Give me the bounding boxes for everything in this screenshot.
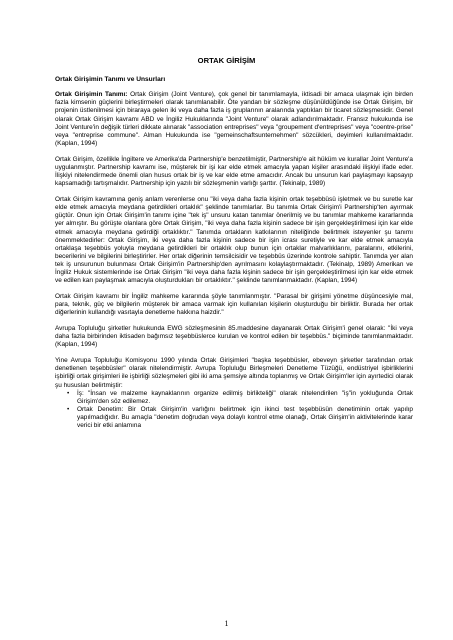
definition-text: Ortak Girişim (Joint Venture), çok genel bir tanımlamayla, iktisadi bir amaca ulaşmak için birden fazla kimsenin güçlerini birleştirmeleri olarak tanımlanabilir. Öte yandan bir sözleşme düşünüldüğünde ise Ortak Girişim, bir projenin üstlenilmesi için biraraya gelen iki veya daha fazla iş gruplarının aralarında yaptıkları bir ticaret sözleşmesidir. Genel olarak Ortak Girişim kavramı ABD ve İngiliz Hukuklarında "Joint Venture" olarak adlandırılmaktadır. Fransız hukukunda ise Joint Venture'in değişik türleri dikkate alınarak "association entreprises" veya "groupement d'entreprises" veya "coentre-prise" veya "entreprise commune". Alman Hukukunda ise "gemeinschaftsunternehmen" sözcükleri, deyimleri kullanılmaktadır. (Kaplan, 1994) bbox=[55, 91, 413, 148]
document-body bbox=[55, 76, 413, 430]
criteria-list bbox=[55, 390, 413, 431]
paragraph-definition bbox=[55, 91, 413, 148]
paragraph-eu-law: Avrupa Topluluğu şirketler hukukunda EWG sözleşmesinin 85.maddesine dayanarak Ortak Girişim'i genel olarak: "İki veya daha fazla birbirinden iktisaden bağımsız teşebbüslerce kurulan ve kontrol edilen bir teşebbüs." biçiminde tanımlanmaktadır. (Kaplan, 1994) bbox=[55, 325, 413, 349]
paragraph-english-court: Ortak Girişim kavramı bir İngiliz mahkeme kararında şöyle tanımlanmıştır. "Parasal bir girişimi yönetme düşüncesiyle mal, para, teknik, güç ve bilgilerin müşterek bir amaca varmak için kullanılan kişilerin oluşturduğu bir birliktir. Burada her ortak diğerlerinin kullandığı vasıtayla denetleme hakkına haizdir." bbox=[55, 293, 413, 317]
document-title: ORTAK GİRİŞİM bbox=[197, 56, 256, 65]
page-number: 1 bbox=[224, 619, 229, 628]
list-item: • Ortak Denetim: Bir Ortak Girişim'in varlığını belirtmek için ikinci test teşebbüsün denetiminin ortak yapılıp yapılmadığıdır. Bu amaçla "denetim doğrudan veya dolaylı kontrol etme olanağı, Ortak Girişim'in aktivitelerinde karar verici bir etki anlamına bbox=[77, 406, 413, 430]
paragraph-partnership: Ortak Girişim, özellikle İngiltere ve Amerika'da Partnership'e benzetilmiştir, Partnership'e ait hüküm ve kurallar Joint Venture'a uygulanmıştır. Partnership kavramı ise, müşterek bir işi kar elde etmek amacıyla yapan kişiler arasındaki ilişkiyi ifade eder. İlişkiyi nitelendirmede önemli olan husus ortak bir iş ve kar elde etme amacıdır. Ancak bu unsurun kari paylaşmayı kapsayıp kapsamadığı tartışmalıdır. Partnership için yazılı bir sözleşmenin varlığı şarttır. (Tekinalp, 1989) bbox=[55, 155, 413, 188]
paragraph-broad-definition: Ortak Girişim kavramına geniş anlam verenlerse onu "iki veya daha fazla kişinin ortak teşebbüsü işletmek ve bu suretle kar elde etmek amacıyla meydana getirdikleri ortaklık" şeklinde tanımlarlar. Bu tanımla Ortak Girişim'i Partnership'ten ayırmak güçtür. Onun için Ortak Girişim'in tanımı içine "tek iş" unsuru katan tanımlar önerilmiş ve bu tanımlar mahkeme kararlarında yer almıştır. Bu görüşte olanlara göre Ortak Girişim, "iki veya daha fazla kişinin sadece bir işin gerçekleştirilmesi için kar elde etmek amacıyla meydana getirdiği ortaklıktır." Tanımda ortakların katkılarının niteliğinde belirtmek isteyenler şu tanımı önemmektedirler: Ortak Girişim, iki veya daha fazla kişinin sadece bir işin icrası suretiyle ve kar elde etmek amacıyla ortaklaşa teşebbüs yoluyla meydana getirdikleri bir ortaklık olup bunun için ortaklar malvarlıklarını, paralarını, etkilerini, becerilerini ve bilgilerini birleştirirler. Her ortak diğerinin temsilcisidir ve teşebbüs üzerinde kontrole sahiptir. Tanımda yer alan tek iş unsurunun bulunması Ortak Girişim'in Partnership'den ayrılmasını kolaylaştırmaktadır. (Tekinalp, 1989) Amerikan ve İngiliz Hukuk sistemlerinde ise Ortak Girişim "iki veya daha fazla kişinin sadece bir işin gerçekleştirilmesi için kar elde etmek ve edilen karı paylaşmak amacıyla oluşturdukları bir ortaklıktır." şeklinde tanımlanmaktadır. (Kaplan, 1994) bbox=[55, 195, 413, 285]
section-heading: Ortak Girişimin Tanımı ve Unsurları bbox=[55, 76, 166, 83]
list-item: • İş: "İnsan ve malzeme kaynaklarının organize edilmiş birlikteliği" olarak nitelendirilen "iş"in yokluğunda Ortak Girişim'den söz edilemez. bbox=[77, 390, 413, 406]
paragraph-eu-commission: Yine Avrupa Topluluğu Komisyonu 1990 yılında Ortak Girişimleri "başka teşebbüsler, ebeveyn şirketler tarafından ortak denetlenen teşebbüsler" olarak nitelendirmiştir. Avrupa Topluluğu Birleşmeleri Denetleme Tüzüğü, endüstriyel işbirliklerini işbirliği ortak girişimleri ile işbirliği sözleşmeleri gibi iki ama şemsiye altında toplanmış ve Ortak Girişim'ler için ayırtedici olarak şu hususları belirtmiştir: bbox=[55, 357, 413, 389]
definition-lead: Ortak Girişimin Tanımı: bbox=[55, 91, 128, 99]
